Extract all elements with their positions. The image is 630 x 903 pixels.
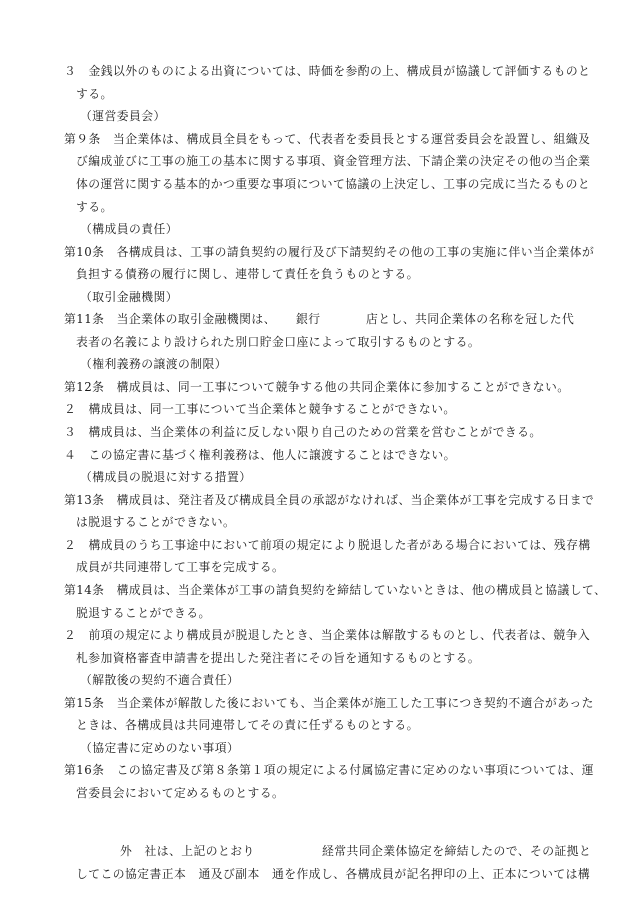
text-line (0, 218, 630, 240)
line-segment: 第13条 構成員は、発注者及び構成員全員の承認がなければ、当企業体が工事を完成する日まで (64, 493, 595, 507)
line-segment: する。 (76, 87, 113, 101)
line-segment: び編成並びに工事の施工の基本に関する事項、資金管理方法、下請企業の決定その他の当企業 (76, 154, 591, 168)
text-line (0, 398, 630, 420)
text-line (0, 150, 630, 172)
line-segment: ３ 金銭以外のものによる出資については、時価を参酌の上、構成員が協議して評価するものと (64, 64, 591, 78)
text-line (0, 263, 630, 285)
text-line (0, 286, 630, 308)
line-segment: 第11条 当企業体の取引金融機関は、 (64, 312, 276, 326)
text-line (0, 331, 630, 353)
line-segment: ときは、各構成員は共同連帯してその責に任ずるものとする。 (76, 718, 419, 732)
line-segment: （構成員の責任） (80, 222, 178, 236)
line-segment: する。 (76, 200, 113, 214)
line-segment: （構成員の脱退に対する措置） (80, 470, 252, 484)
line-segment: 成員が共同連帯して工事を完成する。 (76, 560, 285, 574)
text-line (0, 714, 630, 736)
text-line (0, 308, 630, 330)
text-line (0, 128, 630, 150)
text-line (0, 534, 630, 556)
line-segment: ３ 構成員は、当企業体の利益に反しない限り自己のための営業を営むことができる。 (64, 425, 542, 439)
text-line (0, 692, 630, 714)
line-segment: 経常共同企業体協定を締結したので、その証拠と (322, 844, 592, 858)
text-line (0, 863, 630, 885)
line-segment: （取引金融機関） (80, 290, 178, 304)
text-line (0, 840, 630, 862)
text-line (0, 241, 630, 263)
text-line (0, 782, 630, 804)
text-line (0, 489, 630, 511)
text-line (0, 83, 630, 105)
text-line (0, 105, 630, 127)
line-segment: 負担する債務の履行に関し、連帯して責任を負うものとする。 (76, 267, 419, 281)
line-segment: 店とし、共同企業体の名称を冠した代 (366, 312, 575, 326)
line-segment: 体の運営に関する基本的かつ重要な事項について協議の上決定し、工事の完成に当たるものと (76, 177, 591, 191)
line-segment: （解散後の契約不適合責任） (80, 673, 240, 687)
line-segment: 外 社は、上記のとおり (120, 844, 255, 858)
text-line (0, 579, 630, 601)
text-line (0, 556, 630, 578)
text-line (0, 759, 630, 781)
text-line (0, 669, 630, 691)
line-segment: ２ 構成員は、同一工事について当企業体と競争することができない。 (64, 402, 456, 416)
line-segment: 第16条 この協定書及び第８条第１項の規定による付属協定書に定めのない事項については、運 (64, 763, 595, 777)
line-segment: 銀行 (296, 312, 321, 326)
line-segment: 第14条 構成員は、当企業体が工事の請負契約を締結していないときは、他の構成員と協議して、 (64, 583, 607, 597)
line-segment: 第９条 当企業体は、構成員全員をもって、代表者を委員長とする運営委員会を設置し、組織及 (64, 132, 591, 146)
line-segment: は脱退することができない。 (76, 515, 236, 529)
text-line (0, 737, 630, 759)
line-segment: 脱退することができる。 (76, 606, 211, 620)
line-segment: してこの協定書正本 通及び副本 通を作成し、各構成員が記名押印の上、正本については構 (76, 867, 591, 881)
line-segment: 第12条 構成員は、同一工事について競争する他の共同企業体に参加することができない。 (64, 380, 570, 394)
line-segment: ４ この協定書に基づく権利義務は、他人に譲渡することはできない。 (64, 448, 456, 462)
text-line (0, 444, 630, 466)
text-line (0, 60, 630, 82)
line-segment: 第10条 各構成員は、工事の請負契約の履行及び下請契約その他の工事の実施に伴い当企業体が (64, 245, 595, 259)
line-segment: 第15条 当企業体が解散した後においても、当企業体が施工した工事につき契約不適合があった (64, 696, 594, 710)
text-line (0, 647, 630, 669)
text-line (0, 602, 630, 624)
text-line (0, 353, 630, 375)
text-line (0, 466, 630, 488)
line-segment: 札参加資格審査申請書を提出した発注者にその旨を通知するものとする。 (76, 651, 481, 665)
text-line (0, 511, 630, 533)
line-segment: （権利義務の譲渡の制限） (80, 357, 227, 371)
text-line (0, 376, 630, 398)
text-line (0, 421, 630, 443)
line-segment: 営委員会において定めるものとする。 (76, 786, 285, 800)
line-segment: （運営委員会） (80, 109, 166, 123)
line-segment: ２ 構成員のうち工事途中において前項の規定により脱退した者がある場合においては、残存構 (64, 538, 591, 552)
text-line (0, 173, 630, 195)
line-segment: 表者の名義により設けられた別口貯金口座によって取引するものとする。 (76, 335, 481, 349)
text-line (0, 624, 630, 646)
text-line (0, 196, 630, 218)
line-segment: （協定書に定めのない事項） (80, 741, 240, 755)
line-segment: ２ 前項の規定により構成員が脱退したとき、当企業体は解散するものとし、代表者は、競争入 (64, 628, 591, 642)
